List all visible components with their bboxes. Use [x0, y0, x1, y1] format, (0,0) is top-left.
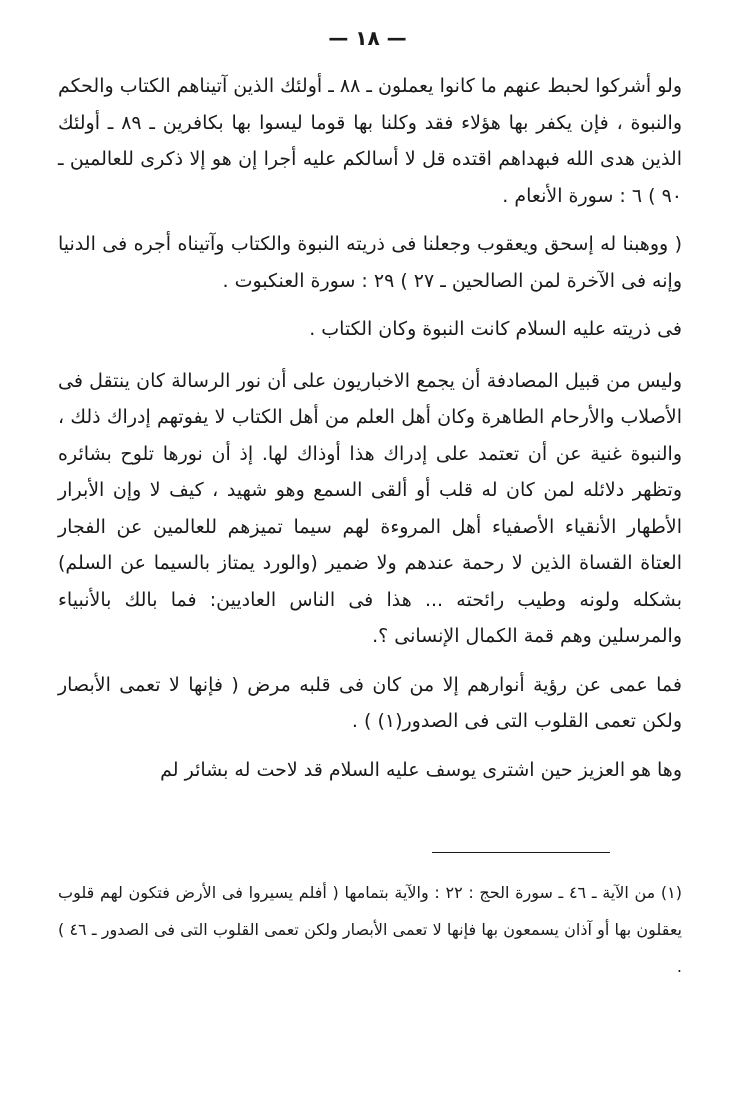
paragraph-aziz-yusuf: وها هو العزيز حين اشترى يوسف عليه السلام قد لاحت له بشائر لم — [160, 758, 682, 781]
page-number: — ١٨ — — [328, 26, 407, 50]
paragraph-ankabut-verse: ( ووهبنا له إسحق ويعقوب وجعلنا فى ذريته النبوة والكتاب وآتيناه أجره فى الدنيا وإنه فى الآخرة لمن الصالحين ـ ٢٧ ) ٢٩ : سورة العنكبوت . — [58, 233, 682, 292]
paragraph-gap — [58, 740, 682, 752]
paragraph-gap — [58, 348, 682, 363]
paragraph-gap — [58, 655, 682, 667]
paragraph-anam-verses: ولو أشركوا لحبط عنهم ما كانوا يعملون ـ ٨٨ ـ أولئك الذين آتيناهم الكتاب والحكم والنبوة ، فإن يكفر بها هؤلاء فقد وكلنا بها قوما ليسوا بها بكافرين ـ ٨٩ ـ أولئك الذين هدى الله فبهداهم اقتده قل لا أسالكم عليه أجرا إن هو إلا ذكرى للعالمين ـ ٩٠ ) ٦ : سورة الأنعام . — [58, 75, 682, 207]
paragraph-light-of-message: وليس من قبيل المصادفة أن يجمع الاخباريون على أن نور الرسالة كان ينتقل فى الأصلاب والأرحام الطاهرة وكان أهل العلم من أهل الكتاب لا يفوتهم إدراك ذلك ، والنبوة غنية عن أن تعتمد على إدراك هذا أوذاك لها. إذ أن نورها تلوح بشائره وتظهر دلائله لمن كان له قلب أو ألقى السمع وهو شهيد ، كيف لا وإن الأبرار الأطهار الأنقياء الأصفياء أهل المروءة لهم سيما تميزهم للعالمين عن الفجار العتاة القساة الذين لا رحمة عندهم ولا ضمير (والورد يمتاز بالسيما عن السلم) بشكله ولونه وطيب رائحته ... هذا فى الناس العاديين: فما بالك بالأنبياء والمرسلين وهم قمة الكمال الإنسانى ؟. — [58, 369, 682, 647]
paragraph-blindness-of-hearts: فما عمى عن رؤية أنوارهم إلا من كان فى قلبه مرض ( فإنها لا تعمى الأبصار ولكن تعمى القلوب التى فى الصدور(١) ) . — [58, 673, 682, 732]
footnote-divider — [432, 852, 610, 853]
paragraph-gap — [58, 214, 682, 226]
paragraph-gap — [58, 299, 682, 311]
paragraph-prophethood-lineage: فى ذريته عليه السلام كانت النبوة وكان الكتاب . — [309, 318, 682, 340]
body-text — [58, 68, 682, 788]
footnote-1: (١) من الآية ـ ٤٦ ـ سورة الحج : ٢٢ : والآية بتمامها ( أفلم يسيروا فى الأرض فتكون لهم قلوب يعقلون بها أو آذان يسمعون بها فإنها لا تعمى الأبصار ولكن تعمى القلوب التى فى الصدور ـ ٤٦ ) . — [58, 883, 682, 976]
footnotes — [58, 874, 682, 985]
